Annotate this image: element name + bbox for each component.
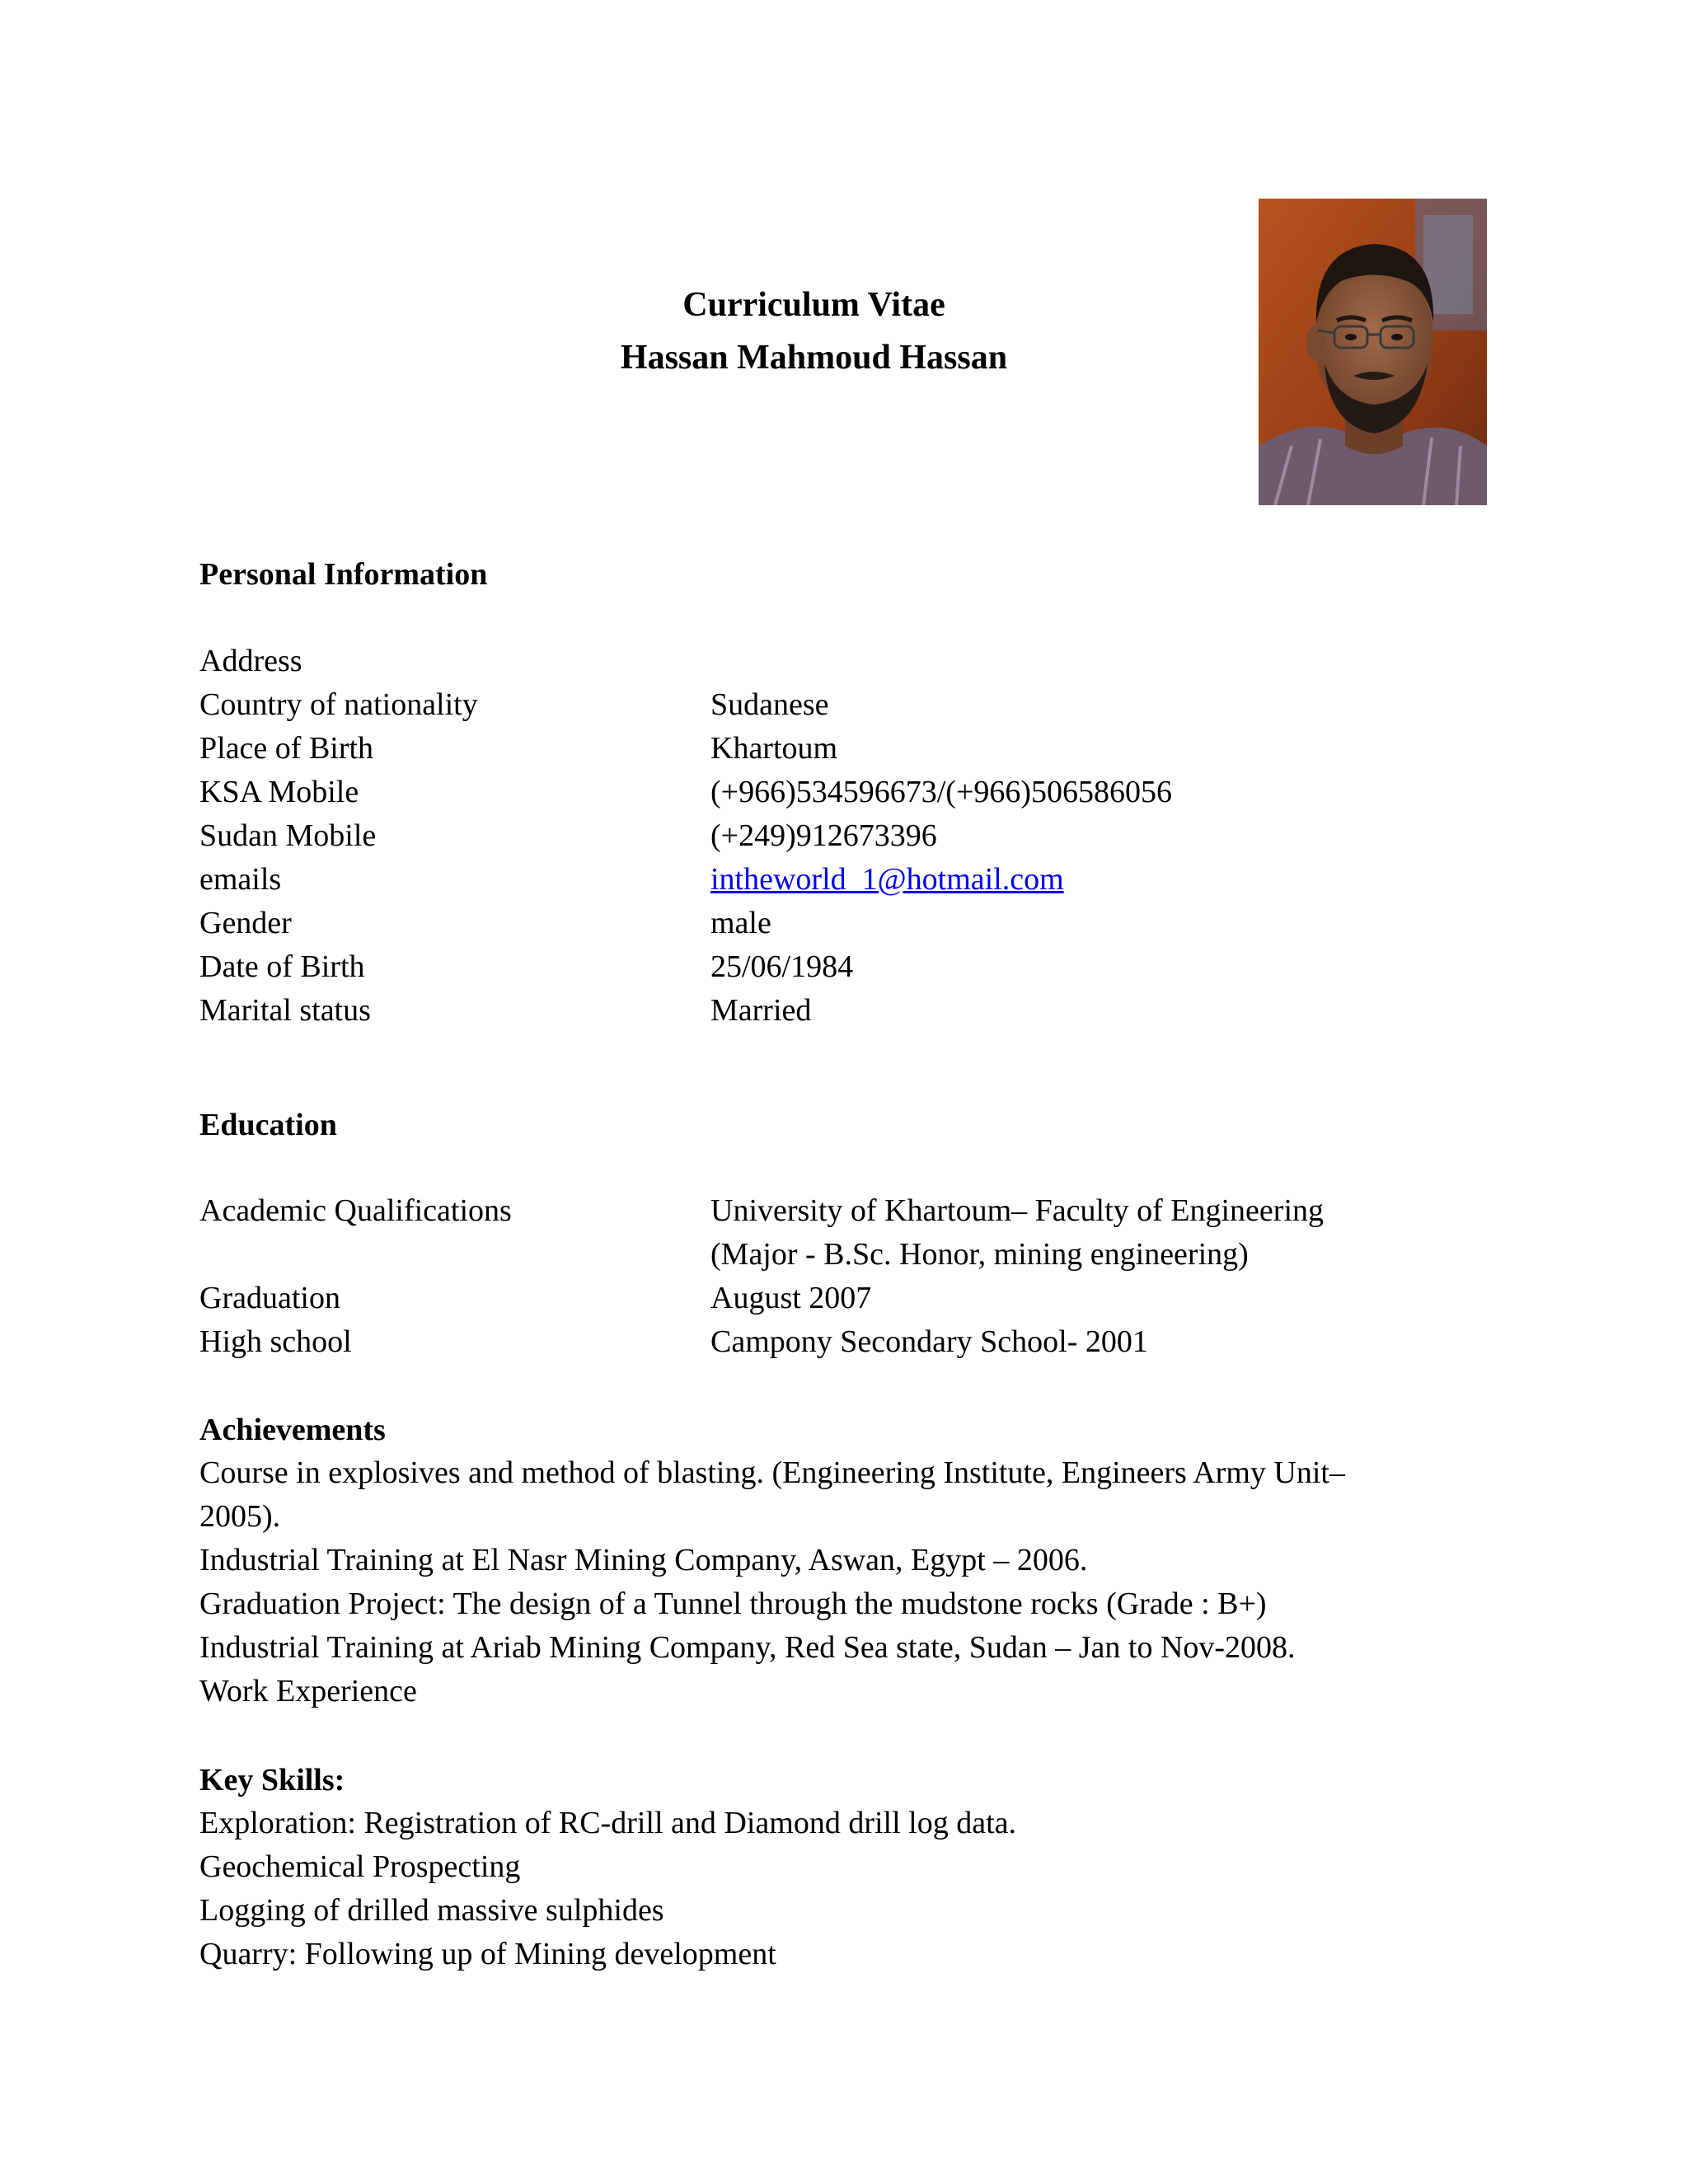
skill-line: Geochemical Prospecting [199, 1849, 521, 1884]
skill-line: Logging of drilled massive sulphides [199, 1893, 664, 1928]
email-link[interactable]: intheworld_1@hotmail.com [710, 862, 1064, 897]
personal-info-heading: Personal Information [199, 557, 488, 592]
gender-label: Gender [199, 906, 292, 940]
title-block [396, 279, 1232, 384]
candidate-name: Hassan Mahmoud Hassan [620, 339, 1008, 377]
graduation-value: August 2007 [710, 1281, 872, 1315]
graduation-label: Graduation [199, 1281, 340, 1315]
nationality-value: Sudanese [710, 687, 829, 722]
skill-line: Exploration: Registration of RC-drill and Diamond drill log data. [199, 1806, 1017, 1840]
academic-label: Academic Qualifications [199, 1193, 512, 1228]
email-label: emails [199, 862, 282, 897]
document-title: Curriculum Vitae [682, 286, 945, 324]
work-experience-line: Work Experience [199, 1674, 417, 1708]
address-label: Address [199, 644, 302, 678]
marital-label: Marital status [199, 993, 371, 1028]
achievement-line: Industrial Training at El Nasr Mining Company, Aswan, Egypt – 2006. [199, 1543, 1088, 1577]
marital-value: Married [710, 993, 812, 1028]
achievements-heading: Achievements [199, 1413, 386, 1447]
achievement-line: Graduation Project: The design of a Tunnel through the mudstone rocks (Grade : B+) [199, 1586, 1267, 1621]
sudan-mobile-value: (+249)912673396 [710, 818, 937, 853]
dob-value: 25/06/1984 [710, 949, 854, 984]
achievement-line: 2005). [199, 1499, 281, 1534]
profile-photo [1259, 199, 1487, 505]
dob-label: Date of Birth [199, 949, 365, 984]
achievement-line: Industrial Training at Ariab Mining Company, Red Sea state, Sudan – Jan to Nov-2008. [199, 1630, 1296, 1665]
birthplace-label: Place of Birth [199, 731, 374, 766]
achievement-line: Course in explosives and method of blasting. (Engineering Institute, Engineers Army Unit– [199, 1455, 1345, 1490]
academic-value-line2: (Major - B.Sc. Honor, mining engineering) [710, 1237, 1249, 1272]
skill-line: Quarry: Following up of Mining development [199, 1937, 776, 1971]
highschool-value: Campony Secondary School- 2001 [710, 1324, 1148, 1359]
birthplace-value: Khartoum [710, 731, 838, 766]
gender-value: male [710, 906, 771, 940]
key-skills-heading: Key Skills: [199, 1763, 345, 1797]
ksa-mobile-value: (+966)534596673/(+966)506586056 [710, 775, 1173, 809]
education-heading: Education [199, 1108, 337, 1142]
academic-value-line1: University of Khartoum– Faculty of Engineering [710, 1193, 1325, 1228]
highschool-label: High school [199, 1324, 352, 1359]
ksa-mobile-label: KSA Mobile [199, 775, 359, 809]
nationality-label: Country of nationality [199, 687, 478, 722]
sudan-mobile-label: Sudan Mobile [199, 818, 377, 853]
